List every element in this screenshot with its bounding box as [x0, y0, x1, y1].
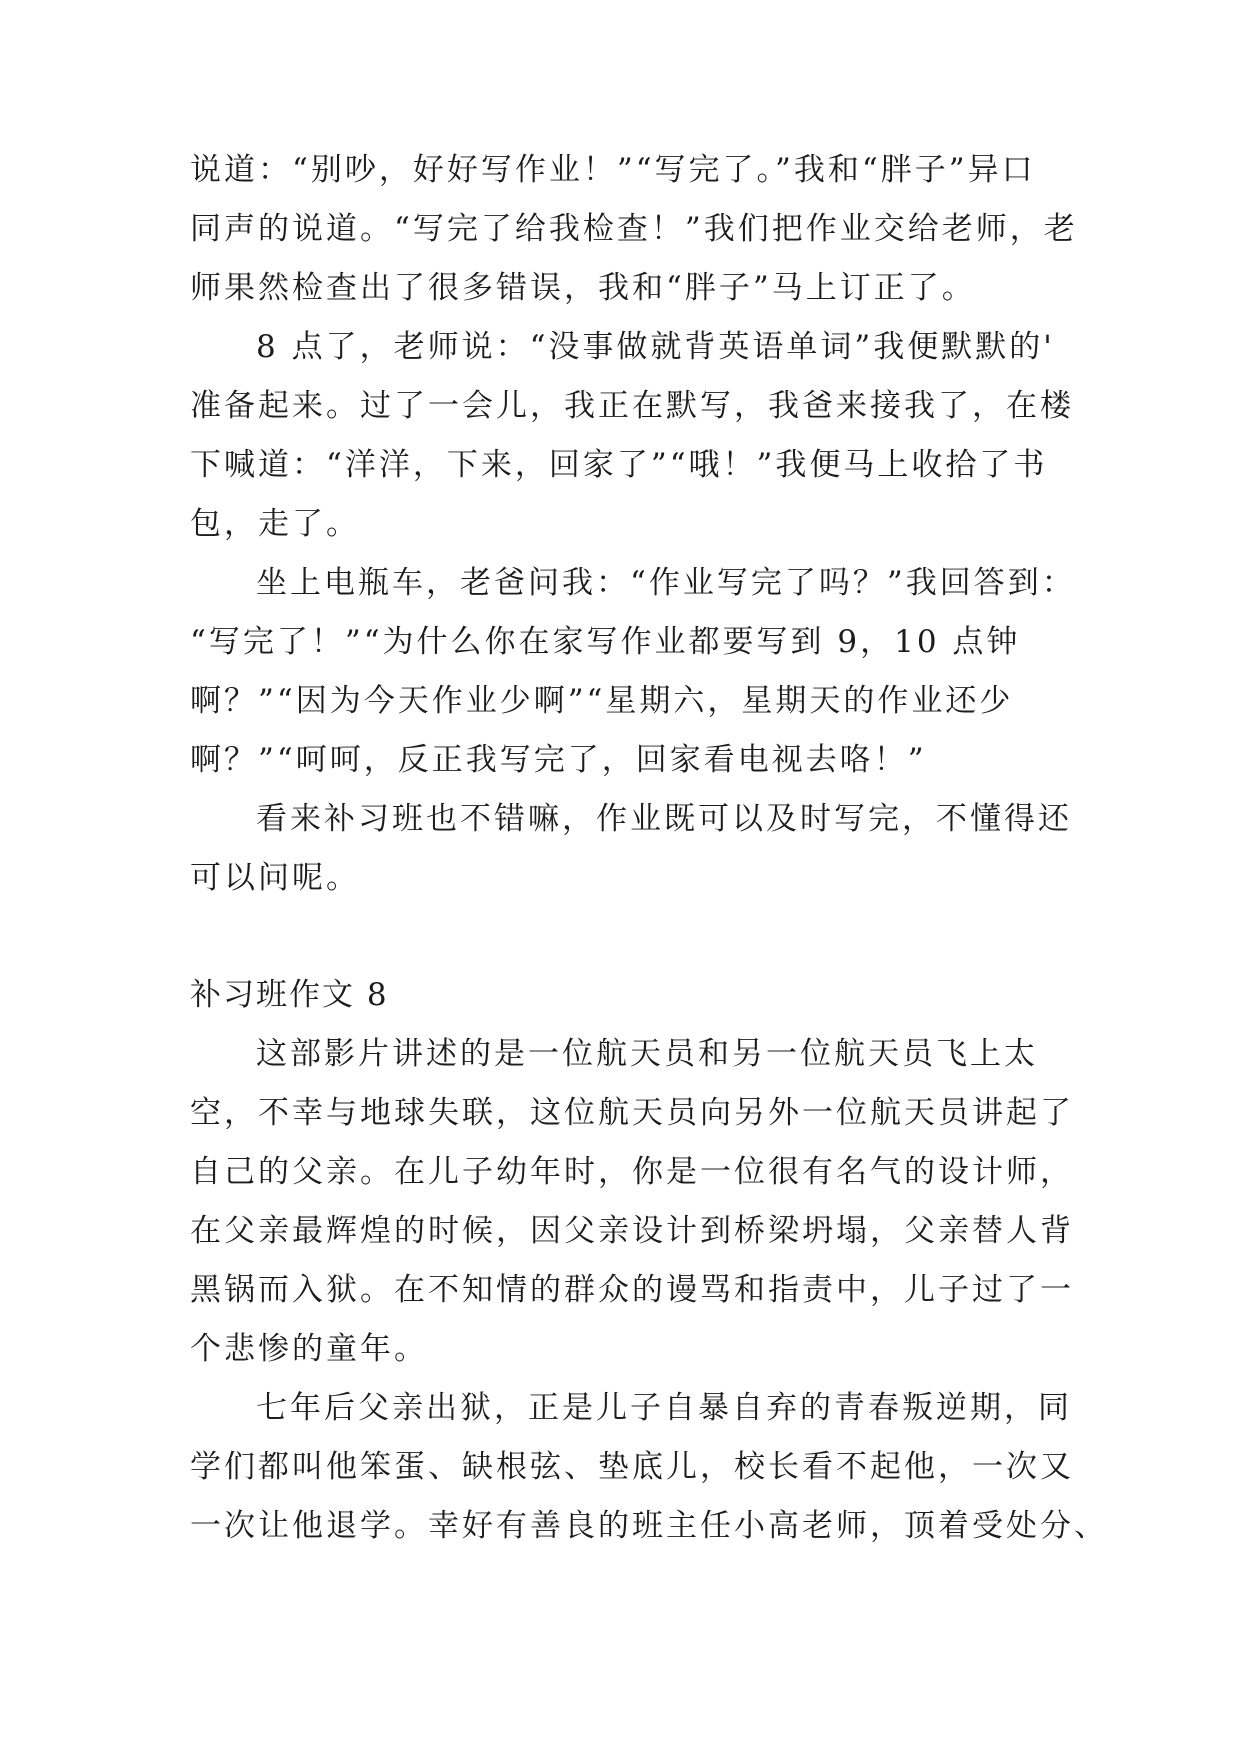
text-line: 空，不幸与地球失联，这位航天员向另外一位航天员讲起了 — [190, 1095, 1074, 1131]
paragraph-first-line: 七年后父亲出狱，正是儿子自暴自弃的青春叛逆期，同 — [256, 1390, 1072, 1426]
text-line: 学们都叫他笨蛋、缺根弦、垫底儿，校长看不起他，一次又 — [190, 1449, 1074, 1485]
text-line: 说道：“别吵，好好写作业！”“写完了。”我和“胖子”异口 — [190, 152, 1036, 188]
text-line: 啊？”“因为今天作业少啊”“星期六，星期天的作业还少 — [190, 683, 1014, 719]
text-line: 一次让他退学。幸好有善良的班主任小高老师，顶着受处分、 — [190, 1508, 1108, 1544]
text-line: 在父亲最辉煌的时候，因父亲设计到桥梁坍塌，父亲替人背 — [190, 1213, 1074, 1249]
text-line: 同声的说道。“写完了给我检查！”我们把作业交给老师，老 — [190, 211, 1078, 247]
text-line: 可以问呢。 — [190, 860, 360, 896]
paragraph-first-line: 这部影片讲述的是一位航天员和另一位航天员飞上太 — [256, 1036, 1038, 1072]
text-line: “写完了！”“为什么你在家写作业都要写到 9，10 点钟 — [190, 624, 1021, 660]
text-line: 准备起来。过了一会儿，我正在默写，我爸来接我了，在楼 — [190, 388, 1074, 424]
text-line: 自己的父亲。在儿子幼年时，你是一位很有名气的设计师， — [190, 1154, 1074, 1190]
paragraph-first-line: 看来补习班也不错嘛，作业既可以及时写完，不懂得还 — [256, 801, 1072, 837]
text-line: 啊？”“呵呵，反正我写完了，回家看电视去咯！” — [190, 742, 927, 778]
paragraph-first-line: 坐上电瓶车，老爸问我：“作业写完了吗？”我回答到： — [256, 565, 1076, 601]
section-heading: 补习班作文 8 — [190, 977, 389, 1013]
text-line: 包，走了。 — [190, 506, 360, 542]
text-line: 师果然检查出了很多错误，我和“胖子”马上订正了。 — [190, 270, 976, 306]
text-line: 个悲惨的童年。 — [190, 1331, 428, 1367]
text-line: 下喊道：“洋洋，下来，回家了”“哦！”我便马上收拾了书 — [190, 447, 1048, 483]
text-line: 黑锅而入狱。在不知情的群众的谩骂和指责中，儿子过了一 — [190, 1272, 1074, 1308]
paragraph-first-line: 8 点了，老师说：“没事做就背英语单词”我便默默的' — [256, 329, 1055, 365]
